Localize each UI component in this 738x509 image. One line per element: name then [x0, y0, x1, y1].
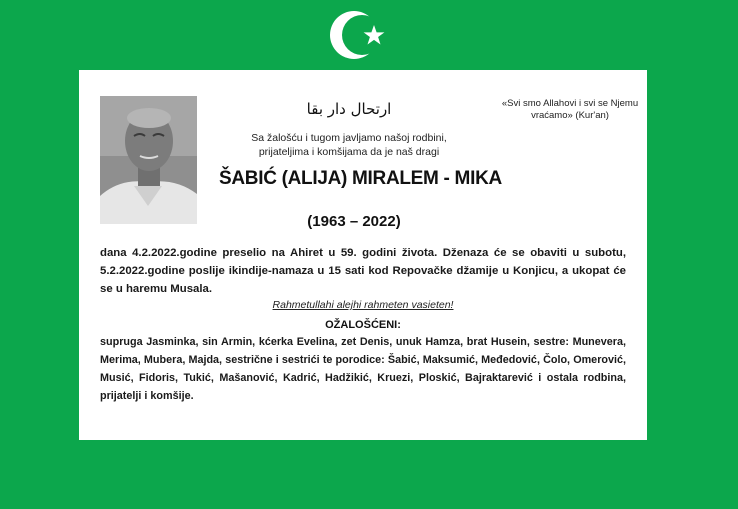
quran-quote: «Svi smo Allahovi i svi se Njemu vraćamo» (Kur'an) [501, 98, 639, 121]
intro-line-1: Sa žalošću i tugom javljamo našoj rodbini, [251, 132, 447, 144]
obituary-card [79, 70, 647, 440]
life-years: (1963 – 2022) [307, 213, 401, 230]
blessing-text: Rahmetullahi alejhi rahmeten vasieten! [272, 299, 454, 311]
intro-text [229, 131, 469, 159]
mourners-list: supruga Jasminka, sin Armin, kćerka Evelina, zet Denis, unuk Hamza, brat Husein, sestre: Munevera, Merima, Mubera, Majda, sestrične i sestrići te porodice: Šabić, Maksumić, Međedović, Čolo, Omerović, Musić, Fidoris, Tukić, Mašanović, Kadrić, Hadžikić, Kruezi, Ploskić, Bajraktarević i ostala rodbina, prijatelji i komšije. [100, 336, 626, 402]
mourners-title: OŽALOŠĆENI: [325, 319, 401, 331]
intro-line-2: prijateljima i komšijama da je naš dragi [258, 146, 440, 158]
arabic-calligraphy [306, 94, 392, 122]
svg-text:ارتحال دار بقا: ارتحال دار بقا [306, 100, 392, 118]
portrait-photo [100, 96, 197, 224]
crescent-star-icon [328, 8, 390, 62]
deceased-name: ŠABIĆ (ALIJA) MIRALEM - MIKA [219, 168, 502, 189]
announcement-text: dana 4.2.2022.godine preselio na Ahiret u 59. godini života. Dženaza će se obaviti u subotu, 5.2.2022.godine poslije ikindije-namaza u 15 sati kod Repovačke džamije u Konjicu, a ukopat će se u haremu Musala. [100, 247, 626, 295]
